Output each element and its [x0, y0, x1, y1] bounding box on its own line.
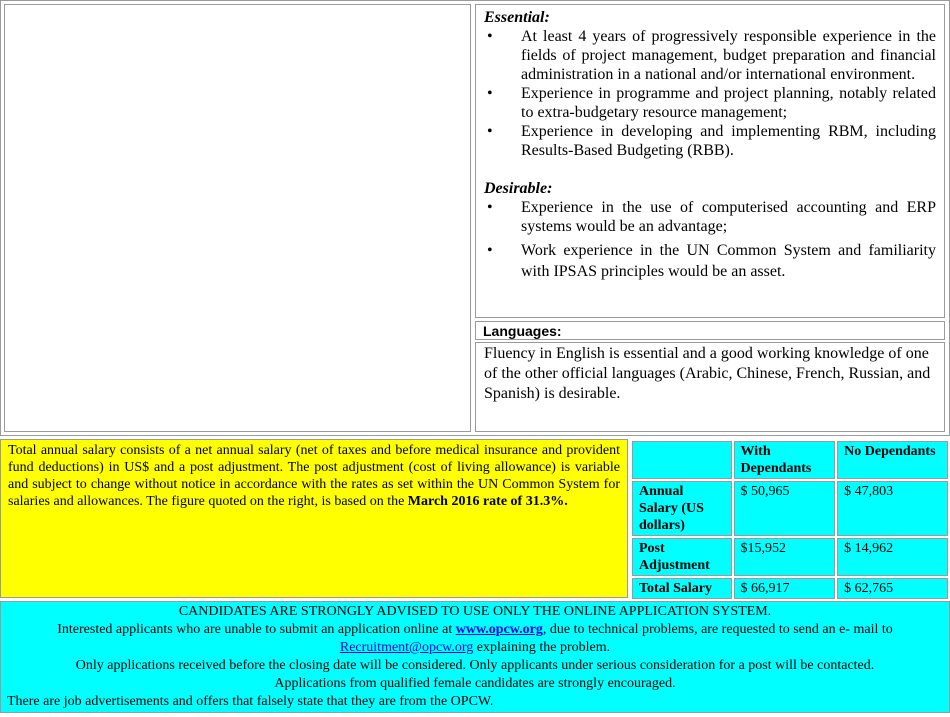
- list-item: • At least 4 years of progressively responsible experience in the fields of project management, budget preparation and financial administration in a national and/or international environment.: [487, 28, 936, 83]
- list-item: • Experience in developing and implementing RBM, including Results-Based Budgeting (RBB).: [487, 123, 936, 159]
- row-label: Annual Salary (US dollars): [632, 481, 732, 536]
- table-row: [632, 481, 948, 536]
- table-row: [632, 538, 948, 576]
- bullet-icon: •: [487, 123, 493, 140]
- notice-advisory: CANDIDATES ARE STRONGLY ADVISED TO USE ONLY THE ONLINE APPLICATION SYSTEM.: [178, 604, 772, 619]
- bullet-icon: •: [487, 242, 493, 259]
- salary-rate: March 2016 rate of 31.3%.: [407, 494, 568, 509]
- table-cell: $ 14,962: [837, 538, 948, 576]
- salary-table-container: [630, 439, 950, 598]
- bullet-icon: •: [487, 199, 493, 216]
- experience-cell: [475, 4, 945, 318]
- table-cell: $ 62,765: [837, 578, 948, 599]
- column-header-no: No Dependants: [837, 441, 948, 479]
- languages-text: Fluency in English is essential and a good working knowledge of one of the other official languages (Arabic, Chinese, French, Russian, and Spanish) is desirable.: [475, 342, 945, 432]
- notice-female-candidates: Applications from qualified female candidates are strongly encouraged.: [274, 676, 676, 691]
- table-cell: $ 47,803: [837, 481, 948, 536]
- desirable-list: [484, 198, 936, 282]
- notice-contact: Interested applicants who are unable to submit an application online at www.opcw.org, due to technical problems, are requested to send an e- mail to: [57, 622, 893, 637]
- list-item: • Experience in programme and project planning, notably related to extra-budgetary resource management;: [487, 85, 936, 121]
- table-corner-cell: [632, 441, 732, 479]
- salary-description: Total annual salary consists of a net annual salary (net of taxes and before medical insurance and provident fund deductions) in US$ and a post adjustment. The post adjustment (cost of living allowance) is variable and subject to change without notice in accordance with the rates as set within the UN Common System for salaries and allowances. The figure quoted on the right, is based on the March 2016 rate of 31.3%.: [0, 439, 628, 598]
- salary-table: [630, 439, 950, 601]
- languages-heading: Languages:: [475, 321, 945, 340]
- table-cell: $ 50,965: [734, 481, 836, 536]
- table-row: [632, 441, 948, 479]
- empty-left-cell: [4, 4, 471, 432]
- row-label: Post Adjustment: [632, 538, 732, 576]
- notice-closing-date: Only applications received before the closing date will be considered. Only applicants under serious consideration for a post will be contacted.: [75, 658, 875, 673]
- application-notice: [0, 601, 950, 713]
- essential-heading: Essential:: [484, 9, 550, 26]
- desirable-heading: Desirable:: [484, 180, 553, 197]
- table-row: [632, 578, 948, 599]
- opcw-website-link[interactable]: www.opcw.org: [455, 622, 543, 637]
- table-cell: $ 66,917: [734, 578, 836, 599]
- bullet-icon: •: [487, 28, 493, 45]
- list-item: • Work experience in the UN Common System and familiarity with IPSAS principles would be an asset.: [487, 242, 936, 280]
- table-cell: $15,952: [734, 538, 836, 576]
- recruitment-email-link[interactable]: Recruitment@opcw.org: [339, 640, 474, 655]
- row-label: Total Salary: [632, 578, 732, 599]
- notice-email: Recruitment@opcw.org explaining the problem.: [339, 640, 611, 655]
- list-item: • Experience in the use of computerised accounting and ERP systems would be an advantage;: [487, 199, 936, 235]
- essential-list: [484, 27, 936, 160]
- bullet-icon: •: [487, 85, 493, 102]
- column-header-with: With Dependants: [734, 441, 836, 479]
- notice-fraud-warning: There are job advertisements and offers that falsely state that they are from the OPCW.: [7, 694, 494, 709]
